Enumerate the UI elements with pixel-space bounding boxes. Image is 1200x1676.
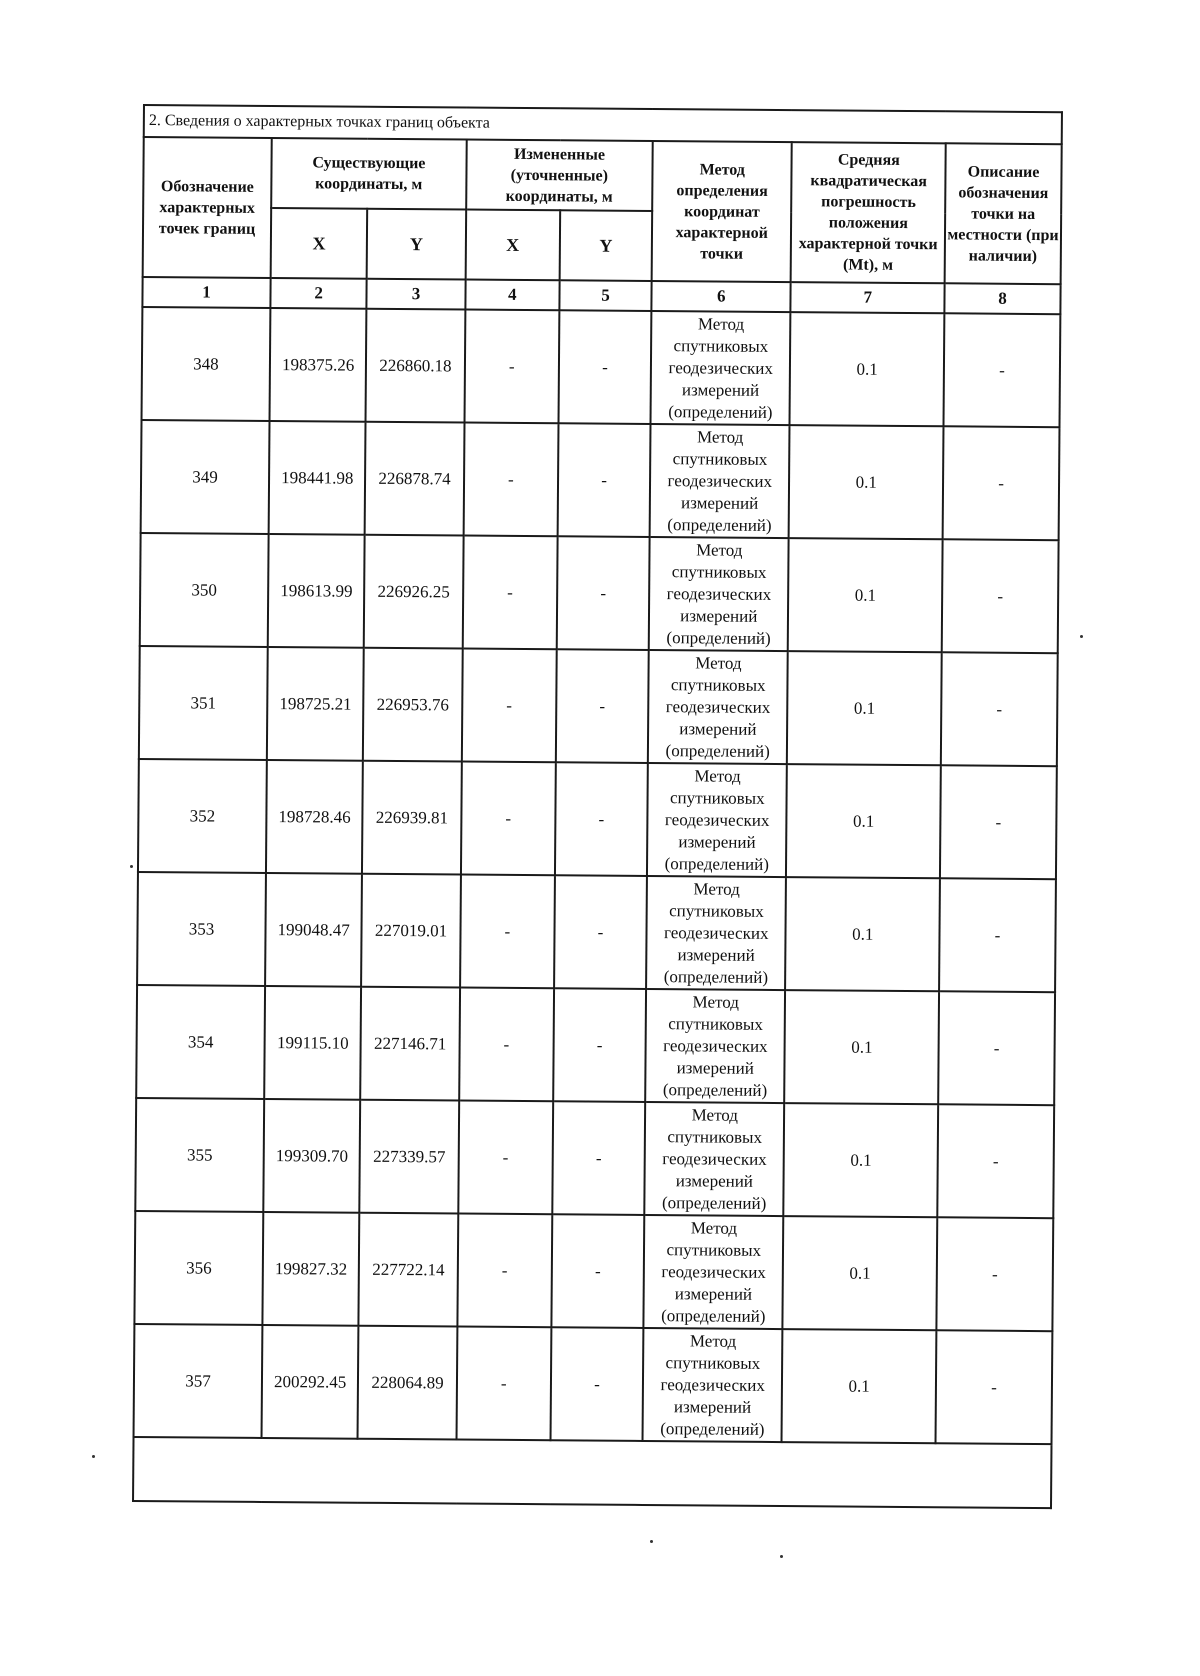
point-number-cell: 352: [138, 759, 267, 873]
header-existing-coords: Существующие координаты, м: [271, 138, 466, 210]
scan-speck: [650, 1540, 653, 1543]
header-changed-y: Y: [560, 210, 653, 281]
header-existing-x: X: [271, 208, 368, 279]
method-cell: Метод спутниковых геодезических измерений (определений): [643, 1328, 783, 1442]
point-number-cell: 353: [137, 872, 266, 986]
changed-x-cell: -: [460, 875, 555, 989]
description-cell: -: [944, 313, 1061, 427]
point-number-cell: 350: [140, 533, 269, 647]
header-changed-x: X: [465, 210, 560, 281]
point-number-cell: 354: [136, 985, 265, 1099]
description-cell: -: [936, 1217, 1053, 1331]
existing-y-cell: 226926.25: [364, 535, 463, 649]
mean-error-cell: 0.1: [790, 312, 945, 426]
changed-y-cell: -: [556, 649, 649, 763]
table-row: [134, 1211, 1053, 1331]
header-changed-coords: Измененные (уточненные) координаты, м: [466, 140, 653, 211]
table-row: [142, 307, 1061, 427]
changed-y-cell: -: [557, 536, 650, 650]
changed-x-cell: -: [458, 1101, 553, 1215]
method-cell: Метод спутниковых геодезических измерений (определений): [649, 537, 789, 651]
existing-y-cell: 227146.71: [361, 987, 460, 1101]
existing-y-cell: 227722.14: [359, 1213, 458, 1327]
method-cell: Метод спутниковых геодезических измерений (определений): [647, 763, 787, 877]
description-cell: -: [939, 878, 1056, 992]
column-number: 1: [142, 277, 270, 308]
method-cell: Метод спутниковых геодезических измерений (определений): [644, 1215, 784, 1329]
mean-error-cell: 0.1: [788, 538, 943, 652]
mean-error-cell: 0.1: [787, 651, 942, 765]
table-title: 2. Сведения о характерных точках границ объекта: [144, 105, 1062, 144]
column-number: 8: [944, 283, 1060, 314]
scan-speck: [1080, 635, 1083, 638]
description-cell: -: [938, 991, 1055, 1105]
existing-x-cell: 198613.99: [268, 534, 365, 648]
mean-error-cell: 0.1: [786, 764, 941, 878]
point-number-cell: 355: [135, 1098, 264, 1212]
column-number: 4: [465, 280, 559, 311]
existing-x-cell: 198728.46: [266, 760, 363, 874]
point-number-cell: 348: [142, 307, 271, 421]
scan-speck: [780, 1555, 783, 1558]
method-cell: Метод спутниковых геодезических измерений (определений): [645, 989, 785, 1103]
existing-x-cell: 198725.21: [267, 647, 364, 761]
table-row: [139, 646, 1058, 766]
changed-x-cell: -: [462, 649, 557, 763]
mean-error-cell: 0.1: [782, 1329, 937, 1443]
column-number: 2: [270, 278, 367, 309]
column-number: 3: [367, 279, 466, 310]
existing-x-cell: 199115.10: [264, 986, 361, 1100]
empty-footer-row: [133, 1437, 1051, 1508]
changed-x-cell: -: [462, 536, 557, 650]
changed-y-cell: -: [555, 762, 648, 876]
description-cell: -: [942, 539, 1059, 653]
description-cell: -: [937, 1104, 1054, 1218]
header-description: Описание обозначения точки на местности (при наличии): [945, 143, 1062, 284]
table-row: [134, 1324, 1053, 1444]
mean-error-cell: 0.1: [789, 425, 944, 539]
point-number-cell: 351: [139, 646, 268, 760]
point-number-cell: 357: [134, 1324, 263, 1438]
method-cell: Метод спутниковых геодезических измерений (определений): [650, 424, 790, 538]
table-row: [138, 759, 1057, 879]
description-cell: -: [940, 765, 1057, 879]
existing-y-cell: 226860.18: [366, 309, 465, 423]
table-row: [141, 420, 1060, 540]
existing-x-cell: 199827.32: [262, 1212, 359, 1326]
table-row: [140, 533, 1059, 653]
description-cell: -: [941, 652, 1058, 766]
method-cell: Метод спутниковых геодезических измерений (определений): [651, 311, 791, 425]
changed-y-cell: -: [554, 875, 647, 989]
boundary-points-table: [132, 104, 1063, 1509]
table-row: [136, 985, 1055, 1105]
scan-speck: [130, 865, 133, 868]
column-number: 5: [559, 280, 651, 311]
changed-x-cell: -: [461, 762, 556, 876]
changed-y-cell: -: [550, 1327, 643, 1441]
changed-x-cell: -: [463, 423, 558, 537]
existing-x-cell: 200292.45: [262, 1325, 359, 1439]
description-cell: -: [943, 426, 1060, 540]
scan-speck: [92, 1455, 95, 1458]
column-number: 6: [652, 281, 792, 312]
changed-x-cell: -: [464, 310, 559, 424]
mean-error-cell: 0.1: [785, 990, 940, 1104]
existing-y-cell: 227339.57: [360, 1100, 459, 1214]
header-mean-error: Средняя квадратическая погрешность положения характерной точки (Mt), м: [791, 142, 946, 283]
changed-x-cell: -: [459, 988, 554, 1102]
changed-y-cell: -: [552, 1101, 645, 1215]
changed-y-cell: -: [558, 310, 651, 424]
header-method: Метод определения координат характерной точки: [652, 141, 792, 282]
changed-x-cell: -: [457, 1214, 552, 1328]
changed-y-cell: -: [553, 988, 646, 1102]
existing-y-cell: 226939.81: [362, 761, 461, 875]
table-row: [137, 872, 1056, 992]
table-row: [135, 1098, 1054, 1218]
existing-x-cell: 199048.47: [265, 873, 362, 987]
description-cell: -: [936, 1330, 1053, 1444]
header-existing-y: Y: [367, 209, 466, 280]
existing-x-cell: 198441.98: [269, 421, 366, 535]
existing-x-cell: 198375.26: [270, 308, 367, 422]
mean-error-cell: 0.1: [785, 877, 940, 991]
column-number: 7: [791, 282, 945, 313]
mean-error-cell: 0.1: [784, 1103, 939, 1217]
empty-cell: [133, 1437, 1051, 1508]
method-cell: Метод спутниковых геодезических измерений (определений): [644, 1102, 784, 1216]
existing-y-cell: 226953.76: [363, 648, 462, 762]
changed-y-cell: -: [558, 423, 651, 537]
method-cell: Метод спутниковых геодезических измерений (определений): [648, 650, 788, 764]
existing-x-cell: 199309.70: [263, 1099, 360, 1213]
existing-y-cell: 226878.74: [365, 422, 464, 536]
table-body: [134, 307, 1061, 1444]
point-number-cell: 356: [134, 1211, 263, 1325]
existing-y-cell: 227019.01: [361, 874, 460, 988]
header-point-designation: Обозначение характерных точек границ: [143, 137, 272, 278]
existing-y-cell: 228064.89: [358, 1326, 457, 1440]
point-number-cell: 349: [141, 420, 270, 534]
method-cell: Метод спутниковых геодезических измерений (определений): [646, 876, 786, 990]
changed-x-cell: -: [456, 1327, 551, 1441]
mean-error-cell: 0.1: [783, 1216, 938, 1330]
changed-y-cell: -: [551, 1214, 644, 1328]
